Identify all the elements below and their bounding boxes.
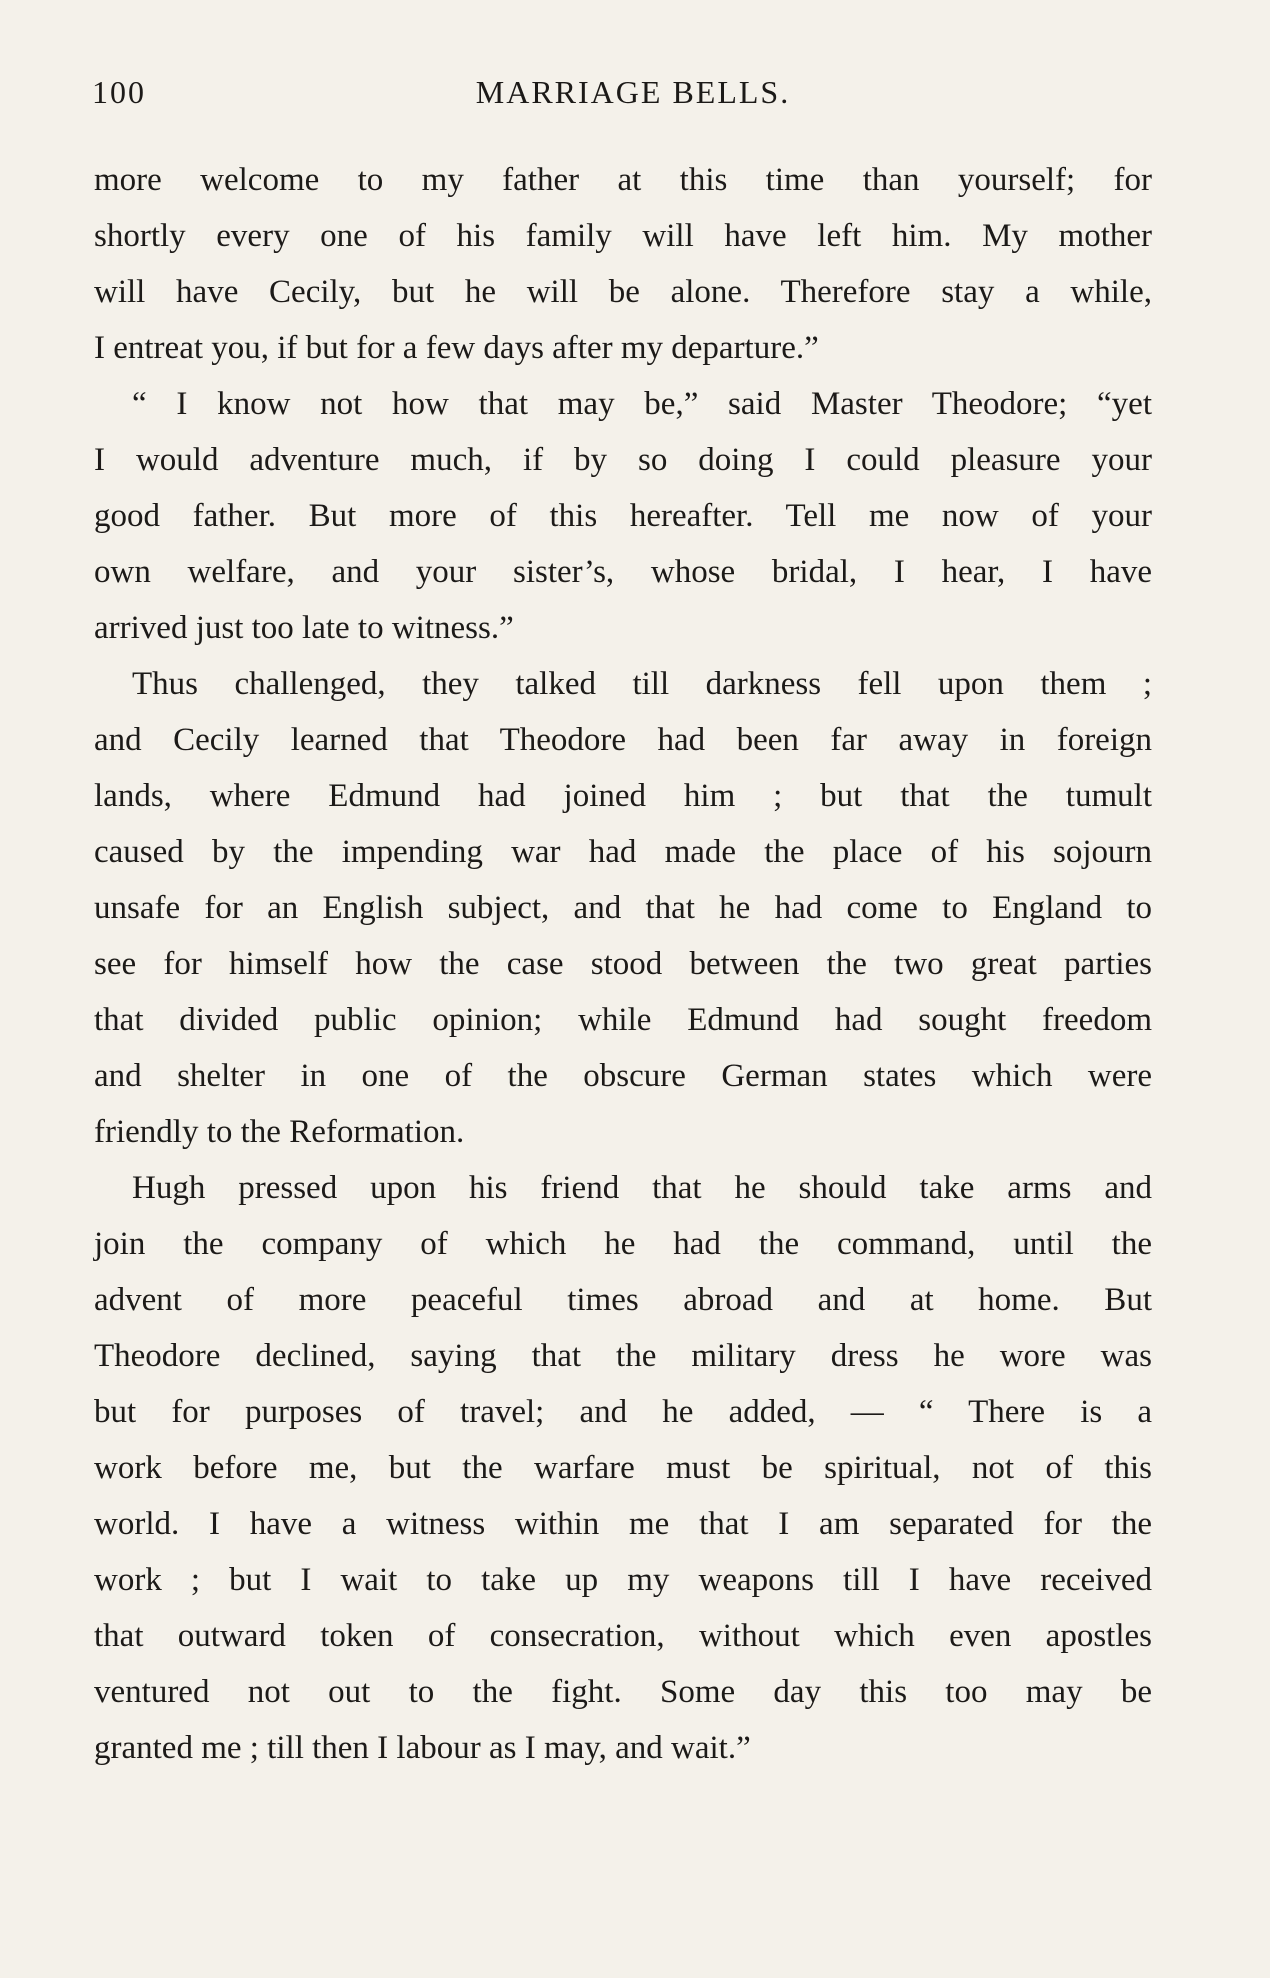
- text-line: Hugh pressed upon his friend that he should take arms and: [132, 1170, 1152, 1206]
- text-line: lands, where Edmund had joined him ; but that the tumult: [94, 778, 1152, 814]
- text-line: caused by the impending war had made the place of his sojourn: [94, 834, 1152, 870]
- text-line: own welfare, and your sister’s, whose bridal, I hear, I have: [94, 554, 1152, 590]
- text-line: will have Cecily, but he will be alone. Therefore stay a while,: [94, 274, 1152, 310]
- text-line: granted me ; till then I labour as I may, and wait.”: [94, 1730, 751, 1766]
- running-title: MARRIAGE BELLS.: [475, 74, 791, 110]
- text-line: advent of more peaceful times abroad and at home. But: [94, 1282, 1152, 1318]
- text-line: more welcome to my father at this time than yourself; for: [94, 162, 1152, 198]
- text-line: but for purposes of travel; and he added, — “ There is a: [94, 1394, 1152, 1430]
- text-line: ventured not out to the fight. Some day this too may be: [94, 1674, 1152, 1710]
- text-line: shortly every one of his family will have left him. My mother: [94, 218, 1152, 254]
- text-line: Thus challenged, they talked till darkness fell upon them ;: [132, 666, 1152, 702]
- text-line: world. I have a witness within me that I am separated for the: [94, 1506, 1152, 1542]
- page-number: 100: [92, 74, 146, 110]
- text-line: and Cecily learned that Theodore had been far away in foreign: [94, 722, 1152, 758]
- body-text: [94, 152, 1152, 1776]
- text-line: and shelter in one of the obscure German states which were: [94, 1058, 1152, 1094]
- text-line: Theodore declined, saying that the military dress he wore was: [94, 1338, 1152, 1374]
- text-line: work ; but I wait to take up my weapons till I have received: [94, 1562, 1152, 1598]
- text-line: join the company of which he had the command, until the: [94, 1226, 1152, 1262]
- text-line: that outward token of consecration, without which even apostles: [94, 1618, 1152, 1654]
- text-line: friendly to the Reformation.: [94, 1114, 465, 1150]
- text-line: “ I know not how that may be,” said Master Theodore; “yet: [132, 386, 1152, 422]
- text-line: see for himself how the case stood between the two great parties: [94, 946, 1152, 982]
- text-line: unsafe for an English subject, and that he had come to England to: [94, 890, 1152, 926]
- text-line: good father. But more of this hereafter. Tell me now of your: [94, 498, 1152, 534]
- text-line: arrived just too late to witness.”: [94, 610, 514, 646]
- text-line: I would adventure much, if by so doing I could pleasure your: [94, 442, 1152, 478]
- page-header: [92, 74, 1154, 124]
- text-line: I entreat you, if but for a few days after my departure.”: [94, 330, 819, 366]
- text-line: work before me, but the warfare must be spiritual, not of this: [94, 1450, 1152, 1486]
- text-line: that divided public opinion; while Edmund had sought freedom: [94, 1002, 1152, 1038]
